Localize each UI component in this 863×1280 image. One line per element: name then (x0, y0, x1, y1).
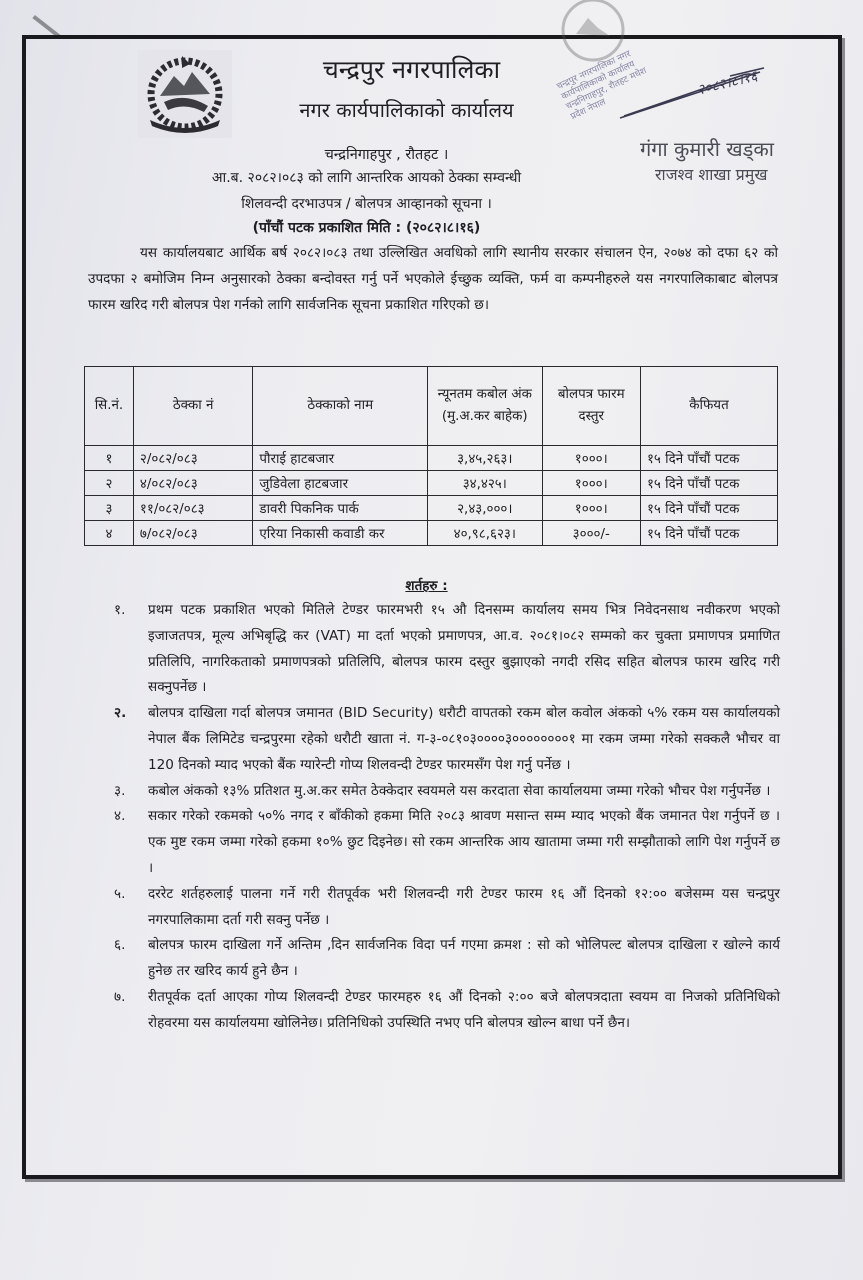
table-row (85, 471, 778, 496)
cell-contract-number: ७/०८२/०८३ (133, 521, 253, 546)
terms-heading: शर्तहरु : (405, 578, 448, 594)
cell-serial-number: ४ (85, 521, 134, 546)
office-name: नगर कार्यपालिकाको कार्यालय (299, 98, 514, 122)
term-number: ७. (114, 988, 126, 1005)
org-name: चन्द्रपुर नगरपालिका (322, 55, 501, 84)
term-number: ४. (114, 808, 126, 825)
term-text: बोलपत्र दाखिला गर्दा बोलपत्र जमानत (BID Security) धरौटी वापतको रकम बोल कवोल अंकको ५% रकम यस कार्यालयको नेपाल बैंक लिमिटेड चन्द्रपुरमा रहेको धरौटी खाता नं. ग-३-०८१०३००००३००००००००१ मा रकम जम्मा गरेको सक्कलै भौचर वा 120 दिनको म्याद भएको बैंक ग्यारेन्टी गोप्य शिलवन्दी टेण्डर फारमसँग पेश गर्नु पर्नेछ । (148, 705, 780, 773)
cell-contract-number: ४/०८२/०८३ (133, 471, 253, 496)
table-header-row (85, 367, 778, 446)
notice-subject-line-2: शिलवन्दी दरभाउपत्र / बोलपत्र आव्हानको सूचना । (241, 196, 492, 212)
term-text: दररेट शर्तहरुलाई पालना गर्ने गरी रीतपूर्वक भरी शिलवन्दी गरी टेण्डर फारम १६ औं दिनको १२:०० बजेसम्म यस चन्द्रपुर नगरपालिकामा दर्ता गरी सक्नु पर्नेछ । (148, 885, 780, 928)
term-number: ६. (114, 937, 126, 954)
cell-contract-name: डावरी पिकनिक पार्क (253, 496, 428, 521)
cell-form-fee: १०००। (542, 496, 640, 521)
term-text: रीतपूर्वक दर्ता आएका गोप्य शिलवन्दी टेण्डर फारमहरु १६ औं दिनको २:०० बजे बोलपत्रदाता स्वयम वा निजको प्रतिनिधिको रोहवरमा यस कार्यालयमा खोलिनेछ। प्रतिनिधिको उपस्थिति नभए पनि बोलपत्र खोल्न बाधा पर्ने छैन। (148, 988, 780, 1031)
term-number: ३. (114, 782, 126, 799)
col-contract-number: ठेक्का नं (133, 367, 253, 446)
notice-subject-line-1: आ.ब. २०८२।०८३ को लागि आन्तरिक आयको ठेक्का सम्वन्धी (211, 170, 522, 186)
col-form-fee: बोलपत्र फारम दस्तुर (542, 367, 640, 446)
cell-minimum-bid: ४०,९८,६२३। (428, 521, 543, 546)
table-row (85, 446, 778, 471)
office-stamp-text: चन्द्रपुर नगरपालिका नगर कार्यपालिकाको कार्यालय चन्द्रनिगाहपुर, रौतहट मधेश प्रदेश नेपाल (555, 49, 649, 123)
term-item (114, 882, 780, 934)
col-serial-number: सि.नं. (85, 367, 134, 446)
term-number: २. (114, 705, 127, 722)
term-text: बोलपत्र फारम दाखिला गर्ने अन्तिम ,दिन सार्वजनिक विदा पर्न गएमा क्रमश : सो को भोलिपल्ट बोलपत्र दाखिला र खोल्ने कार्य हुनेछ तर खरिद कार्य हुने छैन । (148, 937, 780, 980)
cell-contract-name: जुडिवेला हाटबजार (253, 471, 428, 496)
col-remarks: कैफियत (640, 367, 777, 446)
cell-form-fee: १०००। (542, 446, 640, 471)
cell-contract-name: पौराई हाटबजार (253, 446, 428, 471)
cell-remarks: १५ दिने पाँचौं पटक (640, 471, 777, 496)
cell-minimum-bid: ३,४५,२६३। (428, 446, 543, 471)
cell-serial-number: ३ (85, 496, 134, 521)
cell-form-fee: १०००। (542, 471, 640, 496)
term-text: सकार गरेको रकमको ५०% नगद र बाँकीको हकमा मिति २०८३ श्रावण मसान्त सम्म म्याद भएको बैंक जमानत पेश गर्नुपर्ने छ । एक मुष्ट रकम जम्मा गरेको हकमा १०% छुट दिइनेछ। सो रकम आन्तरिक आय खातामा जम्मा गरी सम्झौताको लागि पेश गर्नुपर्ने छ । (148, 808, 780, 876)
term-item (114, 701, 780, 778)
col-minimum-bid: न्यूनतम कबोल अंक (मु.अ.कर बाहेक) (428, 367, 543, 446)
term-item (114, 985, 780, 1037)
term-item (114, 779, 780, 805)
cell-remarks: १५ दिने पाँचौं पटक (640, 521, 777, 546)
cell-serial-number: १ (85, 446, 134, 471)
terms-list (114, 598, 780, 1037)
table-row (85, 521, 778, 546)
cell-minimum-bid: ३४,४२५। (428, 471, 543, 496)
cell-remarks: १५ दिने पाँचौं पटक (640, 496, 777, 521)
cell-contract-number: २/०८२/०८३ (133, 446, 253, 471)
cell-minimum-bid: २,४३,०००। (428, 496, 543, 521)
term-item (114, 804, 780, 881)
cell-form-fee: ३०००/- (542, 521, 640, 546)
intro-text: यस कार्यालयबाट आर्थिक बर्ष २०८२।०८३ तथा उल्लिखित अवधिको लागि स्थानीय सरकार संचालन ऐन, २०७४ को दफा ६२ को उपदफा २ बमोजिम निम्न अनुसारको ठेक्का बन्दोवस्त गर्नु पर्ने भएकोले ईच्छुक व्यक्ति, फर्म वा कम्पनीहरुले यस नगरपालिकाबाट बोलपत्र फारम खरिद गरी बोलपत्र पेश गर्नको लागि सार्वजनिक सूचना प्रकाशित गरिएको छ। (88, 245, 778, 313)
signature-date: २०८२।८।१६ (695, 68, 760, 99)
term-number: ५. (114, 885, 126, 902)
term-number: १. (114, 602, 126, 618)
signer-name: गंगा कुमारी खड्का (640, 137, 774, 161)
cell-serial-number: २ (85, 471, 134, 496)
intro-paragraph (88, 240, 778, 318)
col-contract-name: ठेक्काको नाम (253, 367, 428, 446)
publication-date: (पाँचौं पटक प्रकाशित मिति : (२०८२।८।१६) (252, 220, 481, 236)
term-text: प्रथम पटक प्रकाशित भएको मितिले टेण्डर फारमभरी १५ औ दिनसम्म कार्यालय समय भित्र निवेदनसाथ नवीकरण भएको इजाजतपत्र, मूल्य अभिबृद्धि कर (VAT) मा दर्ता भएको प्रमाणपत्र, आ.व. २०८१।०८२ सम्मको कर चुक्ता प्रमाणपत्र प्रमाणित प्रतिलिपि, नागरिकताको प्रमाणपत्रको प्रतिलिपि, बोलपत्र फारम दस्तुर बुझाएको नगदी रसिद सहित बोलपत्र फारम खरिद गरी सक्नुपर्नेछ । (148, 602, 780, 696)
cell-contract-name: एरिया निकासी कवाडी कर (253, 521, 428, 546)
term-item (114, 933, 780, 985)
term-item (114, 598, 780, 701)
tender-table (84, 366, 778, 546)
signer-role: राजश्व शाखा प्रमुख (655, 165, 768, 184)
table-row (85, 496, 778, 521)
office-address: चन्द्रनिगाहपुर , रौतहट । (324, 147, 449, 163)
term-text: कबोल अंकको १३% प्रतिशत मु.अ.कर समेत ठेक्केदार स्वयमले यस करदाता सेवा कार्यालयमा जम्मा गरेको भौचर पेश गर्नुपर्नेछ । (148, 782, 771, 799)
cell-remarks: १५ दिने पाँचौं पटक (640, 446, 777, 471)
cell-contract-number: ११/०८२/०८३ (133, 496, 253, 521)
